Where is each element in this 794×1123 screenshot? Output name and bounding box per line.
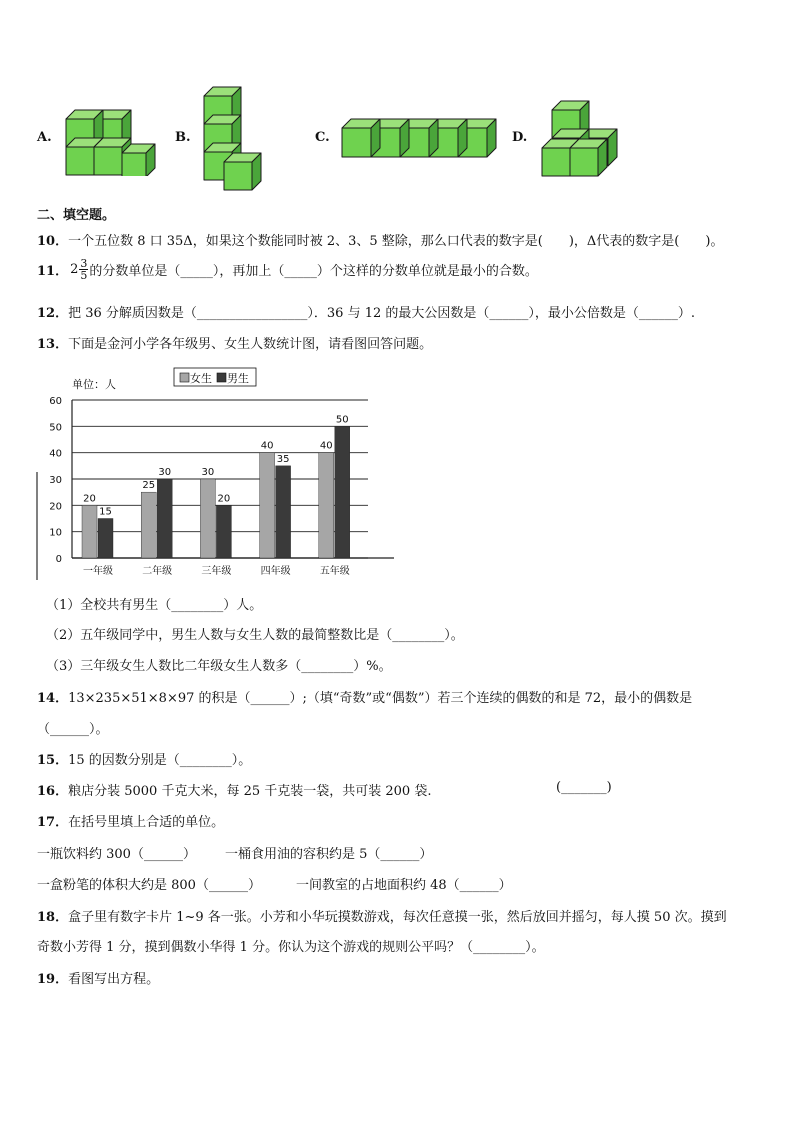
question-11	[37, 258, 538, 281]
legend-swatch-boys	[217, 373, 226, 382]
fraction-denominator: 5	[80, 269, 88, 282]
question-18	[37, 906, 727, 925]
y-tick-label: 50	[49, 422, 62, 434]
question-14-line-2: （______）。	[37, 722, 109, 737]
x-category-label: 五年级	[319, 566, 350, 577]
bar-value-label: 25	[142, 480, 156, 492]
bar-value-label: 50	[335, 414, 349, 426]
x-category-label: 四年级	[260, 566, 291, 577]
bar-value-label: 40	[319, 440, 333, 452]
y-tick-label: 20	[49, 501, 62, 513]
option-a-label: A.	[37, 130, 52, 145]
y-tick-label: 10	[49, 527, 62, 539]
cube-front-right	[570, 139, 607, 176]
legend-swatch-girls	[180, 373, 189, 382]
option-c-label: C.	[315, 130, 330, 145]
fraction-numerator: 3	[80, 257, 88, 270]
cube-front-right	[224, 153, 261, 190]
question-text: 下面是金河小学各年级男、女生人数统计图，请看图回答问题。	[68, 337, 433, 352]
question-17-item-b: 一桶食用油的容积约是 5（______）	[225, 847, 433, 862]
question-17	[37, 811, 224, 830]
y-tick-label: 60	[49, 396, 62, 407]
question-number: 14．	[37, 691, 69, 706]
question-number: 16．	[37, 784, 69, 799]
question-text: 看图写出方程。	[68, 972, 160, 987]
bar-boys	[157, 479, 172, 558]
legend-label-girls: 女生	[190, 372, 212, 385]
question-16	[37, 780, 431, 799]
question-text: 的分数单位是（_____），再加上（_____）个这样的分数单位就是最小的合数。	[89, 264, 538, 279]
bar-value-label: 30	[158, 467, 172, 478]
question-13	[37, 333, 432, 352]
question-17-item-d: 一间教室的占地面积约 48（______）	[296, 878, 512, 893]
option-b-label: B.	[175, 130, 191, 145]
bar-boys	[98, 519, 113, 559]
y-tick-label: 40	[49, 448, 62, 460]
question-number: 10．	[37, 234, 69, 249]
question-14	[37, 687, 692, 706]
question-13-part-2: （2）五年级同学中，男生人数与女生人数的最简整数比是（________）。	[46, 628, 464, 643]
y-tick-label: 30	[49, 475, 62, 486]
bar-value-label: 30	[201, 467, 215, 478]
x-category-label: 二年级	[142, 566, 173, 577]
question-number: 12．	[37, 306, 69, 321]
mixed-number-whole: 2	[70, 262, 79, 277]
bar-girls	[260, 453, 275, 558]
bar-value-label: 20	[217, 493, 231, 505]
bar-girls	[82, 505, 97, 558]
chart-unit-label: 单位：人	[72, 378, 116, 391]
question-number: 17．	[37, 815, 69, 830]
bar-value-label: 20	[83, 493, 96, 505]
bar-girls	[319, 453, 334, 558]
question-text: 15 的因数分别是（________）。	[68, 753, 252, 768]
bar-value-label: 40	[260, 440, 274, 452]
grade-gender-bar-chart	[36, 362, 408, 584]
question-text: 13×235×51×8×97 的积是（______）;（填“奇数”或“偶数”）若三个连续的偶数的和是 72，最小的偶数是	[68, 691, 693, 706]
bar-value-label: 15	[99, 506, 112, 518]
question-text: 把 36 分解质因数是（_________________）．36 与 12 的最大公因数是（______），最小公倍数是（______）.	[68, 306, 696, 321]
question-number: 15．	[37, 753, 69, 768]
question-15	[37, 749, 251, 768]
question-12	[37, 302, 695, 321]
question-13-part-1: （1）全校共有男生（________）人。	[46, 598, 263, 613]
bar-boys	[216, 505, 231, 558]
option-d-label: D.	[512, 130, 528, 145]
legend-label-boys: 男生	[227, 372, 249, 385]
question-17-item-c: 一盒粉笔的体积大约是 800（______）	[37, 878, 261, 893]
option-b-cubes-figure	[200, 82, 278, 197]
question-18-line-2: 奇数小芳得 1 分，摸到偶数小华得 1 分。你认为这个游戏的规则公平吗？（________）。	[37, 940, 545, 955]
question-number: 13．	[37, 337, 69, 352]
question-number: 11．	[37, 264, 69, 279]
bar-value-label: 35	[276, 453, 290, 465]
bar-boys	[335, 426, 350, 558]
y-tick-label: 0	[55, 554, 62, 565]
bar-boys	[276, 466, 291, 558]
question-text: 在括号里填上合适的单位。	[68, 815, 225, 830]
section-title: 二、填空题。	[37, 208, 116, 223]
option-a-cubes-figure	[60, 98, 160, 176]
question-17-item-a: 一瓶饮料约 300（______）	[37, 847, 196, 862]
question-number: 19．	[37, 972, 69, 987]
question-16-answer-blank: (_______)	[556, 780, 612, 795]
question-13-part-3: （3）三年级女生人数比二年级女生人数多（________）%。	[46, 659, 392, 674]
question-text: 盒子里有数字卡片 1~9 各一张。小芳和小华玩摸数游戏，每次任意摸一张，然后放回并摇匀，每人摸 50 次。摸到	[68, 910, 727, 925]
bar-girls	[141, 492, 156, 558]
question-number: 18．	[37, 910, 69, 925]
fraction	[79, 258, 88, 281]
question-10	[37, 230, 723, 249]
option-d-cubes-figure	[540, 98, 618, 178]
x-category-label: 三年级	[201, 566, 232, 577]
bar-girls	[200, 479, 215, 558]
question-19	[37, 968, 159, 987]
question-text: 粮店分装 5000 千克大米，每 25 千克装一袋，共可装 200 袋.	[68, 784, 432, 799]
cube-front-right	[122, 144, 155, 176]
option-c-cubes-figure	[340, 118, 498, 160]
cube-row-1	[342, 119, 380, 157]
question-text: 一个五位数 8 口 35Δ，如果这个数能同时被 2、3、5 整除，那么口代表的数字是( )，Δ代表的数字是( )。	[68, 234, 724, 249]
chart-legend	[174, 368, 256, 386]
x-category-label: 一年级	[83, 566, 113, 577]
